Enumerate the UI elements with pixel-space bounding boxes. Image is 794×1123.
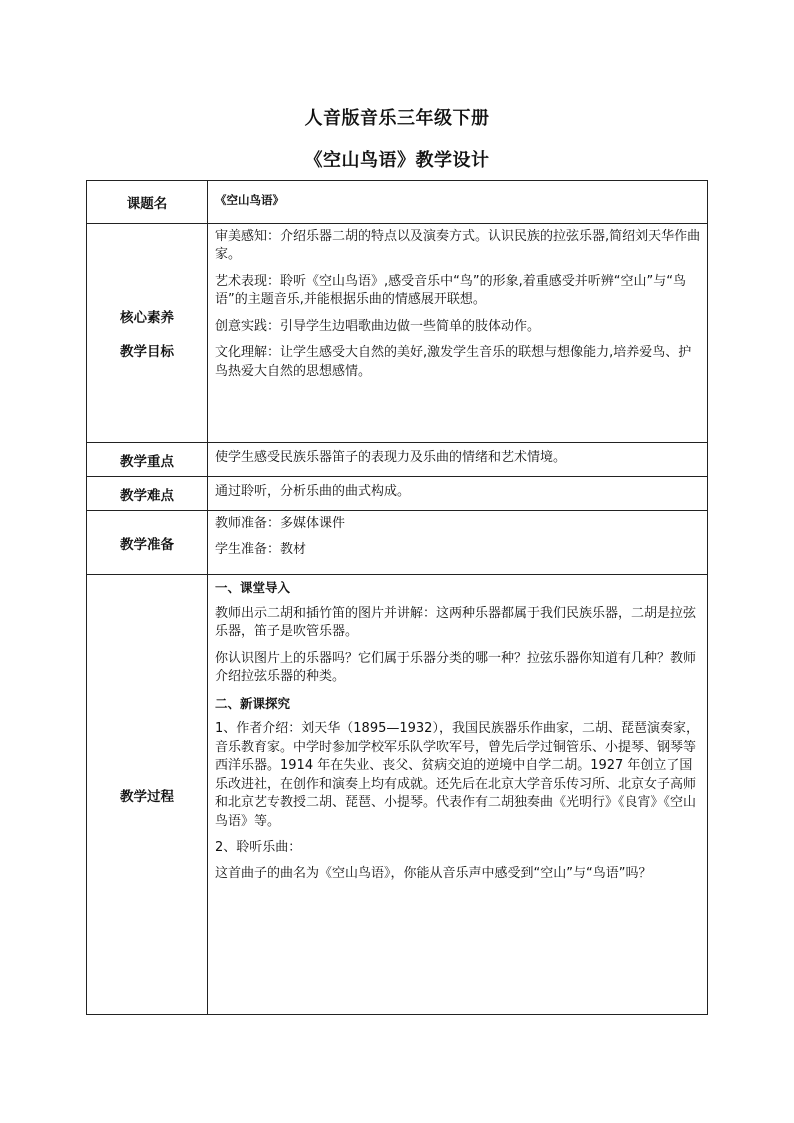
explore-paragraph-2: 2、聆听乐曲：: [215, 840, 302, 856]
label-process: 教学过程: [87, 575, 208, 1015]
table-row-topic: [87, 181, 708, 224]
label-difficulty: 教学难点: [87, 477, 208, 511]
preparation-content: [208, 511, 708, 575]
goal-creative: 创意实践：引导学生边唱歌曲边做一些简单的肢体动作。: [215, 318, 541, 334]
teacher-preparation: 教师准备：多媒体课件: [215, 516, 346, 531]
topic-value-cell: [208, 181, 708, 224]
focus-value: 使学生感受民族乐器笛子的表现力及乐曲的情绪和艺术情境。: [208, 443, 708, 477]
section-intro-title: 一、课堂导入: [215, 580, 291, 595]
goal-culture: 文化理解：让学生感受大自然的美好,激发学生音乐的联想与想像能力,培养爱鸟、护鸟热爱大自然的思想感情。: [215, 345, 692, 379]
document-title-line2: 《空山鸟语》教学设计: [304, 150, 490, 171]
topic-value: 《空山鸟语》: [215, 192, 284, 207]
label-preparation: 教学准备: [87, 511, 208, 575]
goals-content: [208, 224, 708, 443]
table-row-focus: [87, 443, 708, 477]
label-focus: 教学重点: [87, 443, 208, 477]
label-topic: 课题名: [87, 181, 208, 224]
process-content: [208, 575, 708, 1015]
explore-paragraph-3: 这首曲子的曲名为《空山鸟语》，你能从音乐声中感受到“空山”与“鸟语”吗？: [215, 866, 652, 882]
explore-paragraph-1: 1、作者介绍：刘天华（1895—1932），我国民族器乐作曲家，二胡、琵琶演奏家，音乐教育家。中学时参加学校军乐队学吹军号，曾先后学过铜管乐、小提琴、钢琴等西洋乐器。1914 年在失业、丧父、贫病交迫的逆境中自学二胡。1927 年创立了国乐改进社，在创作和演奏上均有成就。还先后在北京大学音乐传习所、北京女子高师和北京艺专教授二胡、琵琶、小提琴。代表作有二胡独奏曲《光明行》《良宵》《空山鸟语》等。: [215, 721, 699, 829]
student-preparation: 学生准备：教材: [215, 542, 307, 558]
lesson-plan-table: [86, 180, 708, 1015]
goal-expression: 艺术表现：聆听《空山鸟语》,感受音乐中“鸟”的形象,着重感受并听辨“空山”与“鸟语”的主题音乐,并能根据乐曲的情感展开联想。: [215, 273, 686, 308]
section-explore-title: 二、新课探究: [215, 695, 291, 711]
intro-paragraph-2: 你认识图片上的乐器吗？它们属于乐器分类的哪一种？拉弦乐器你知道有几种？教师介绍拉弦乐器的种类。: [215, 650, 697, 685]
table-row-process: [87, 575, 708, 1015]
document-title-line1: 人音版音乐三年级下册: [304, 108, 490, 129]
goal-aesthetic: 审美感知：介绍乐器二胡的特点以及演奏方式。认识民族的拉弦乐器,简绍刘天华作曲家。: [215, 229, 701, 263]
label-goals-line1: 核心素养: [120, 310, 174, 326]
table-row-difficulty: [87, 477, 708, 511]
intro-paragraph-1: 教师出示二胡和插竹笛的图片并讲解：这两种乐器都属于我们民族乐器，二胡是拉弦乐器，笛子是吹管乐器。: [215, 605, 697, 640]
table-row-goals: [87, 224, 708, 443]
table-row-preparation: [87, 511, 708, 575]
difficulty-value: 通过聆听，分析乐曲的曲式构成。: [208, 477, 708, 511]
label-goals-line2: 教学目标: [120, 344, 174, 360]
label-goals: [87, 224, 208, 443]
